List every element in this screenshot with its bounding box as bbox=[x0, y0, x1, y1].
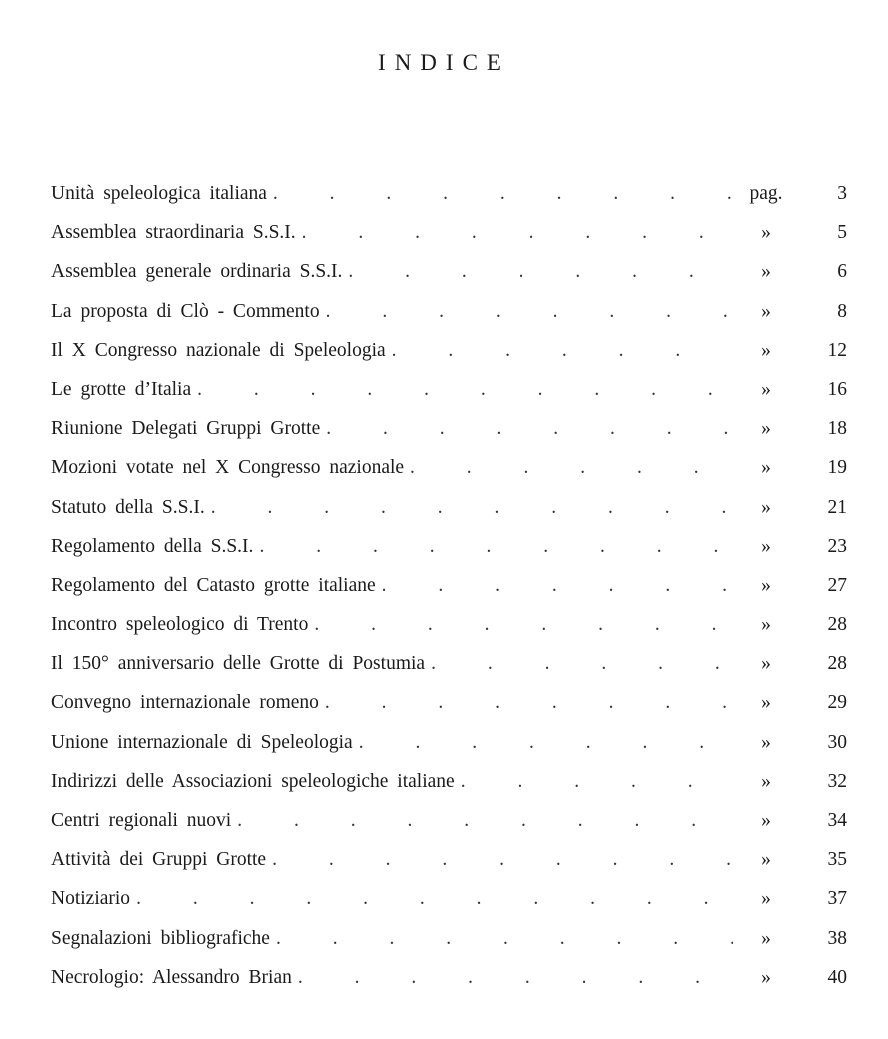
toc-entry-marker: » bbox=[761, 574, 771, 596]
toc-entry-title: Convegno internazionale romeno bbox=[51, 692, 319, 714]
toc-entry bbox=[51, 454, 847, 493]
toc-entry bbox=[51, 180, 847, 219]
toc-entry-marker: » bbox=[761, 849, 771, 871]
dot-leader bbox=[276, 925, 733, 953]
toc-entry-marker: » bbox=[761, 496, 771, 518]
toc-entry-title: Centri regionali nuovi bbox=[51, 810, 232, 831]
toc-entry-marker: » bbox=[761, 888, 771, 910]
toc-entry bbox=[51, 650, 847, 689]
toc-entry-page-number: 16 bbox=[827, 378, 847, 400]
dot-leader bbox=[259, 533, 733, 561]
dot-leader bbox=[325, 689, 733, 717]
toc-entry-title: Notiziario bbox=[51, 888, 131, 910]
toc-entry bbox=[51, 533, 847, 572]
toc-entry-page-number: 23 bbox=[827, 535, 847, 557]
toc-entry-title: Le grotte d’Italia bbox=[51, 378, 192, 400]
dot-leader bbox=[302, 219, 733, 247]
toc-entry-page-number: 38 bbox=[827, 927, 847, 949]
toc-entry bbox=[51, 258, 847, 297]
toc-entry-marker: » bbox=[761, 731, 771, 753]
dot-leader bbox=[298, 964, 733, 992]
toc-entry-title: Regolamento della S.S.I. bbox=[51, 535, 254, 557]
toc-entry-page-number: 5 bbox=[837, 222, 847, 244]
toc-entry-title: Segnalazioni bibliografiche bbox=[51, 927, 270, 949]
toc-entry-page-number: 32 bbox=[827, 770, 847, 792]
toc-entry bbox=[51, 964, 847, 1003]
toc-entry-marker: » bbox=[761, 692, 771, 714]
toc-entry-title: Incontro speleologico di Trento bbox=[51, 614, 309, 636]
toc-entry-marker: » bbox=[761, 418, 771, 440]
toc-entry-marker: » bbox=[761, 457, 771, 479]
dot-leader bbox=[382, 572, 733, 600]
toc-entry-page-number: 28 bbox=[827, 614, 847, 636]
toc-entry-marker: pag. bbox=[749, 183, 783, 204]
dot-leader bbox=[237, 807, 733, 835]
toc-entry-marker: » bbox=[761, 614, 771, 636]
dot-leader bbox=[273, 180, 733, 208]
toc-entry-page-number: 8 bbox=[837, 300, 847, 322]
toc-entry-page-number: 37 bbox=[827, 888, 847, 910]
table-of-contents bbox=[51, 180, 847, 1003]
toc-entry-marker: » bbox=[761, 222, 771, 244]
toc-entry bbox=[51, 885, 847, 924]
toc-entry bbox=[51, 298, 847, 337]
toc-entry-page-number: 30 bbox=[827, 731, 847, 753]
toc-entry-marker: » bbox=[761, 927, 771, 949]
toc-entry-marker: » bbox=[761, 261, 771, 283]
toc-entry-title: Unione internazionale di Speleologia bbox=[51, 731, 353, 753]
toc-entry-page-number: 19 bbox=[827, 457, 847, 479]
toc-entry-page-number: 18 bbox=[827, 418, 847, 440]
toc-entry-title: Indirizzi delle Associazioni speleologiche italiane bbox=[51, 770, 455, 792]
toc-entry-marker: » bbox=[761, 770, 771, 792]
toc-entry bbox=[51, 494, 847, 533]
index-heading: INDICE bbox=[378, 50, 510, 76]
toc-entry-marker: » bbox=[761, 653, 771, 675]
toc-entry-title: Statuto della S.S.I. bbox=[51, 496, 205, 518]
toc-entry-title: Il X Congresso nazionale di Speleologia bbox=[51, 339, 386, 361]
toc-entry-page-number: 21 bbox=[827, 496, 847, 518]
toc-entry-title: Assemblea generale ordinaria S.S.I. bbox=[51, 261, 343, 283]
dot-leader bbox=[461, 768, 733, 796]
dot-leader bbox=[136, 885, 733, 913]
toc-entry-marker: » bbox=[761, 300, 771, 322]
toc-entry bbox=[51, 807, 847, 846]
dot-leader bbox=[392, 337, 733, 365]
toc-entry-title: Il 150° anniversario delle Grotte di Postumia bbox=[51, 653, 426, 675]
toc-entry bbox=[51, 768, 847, 807]
toc-entry-title: Assemblea straordinaria S.S.I. bbox=[51, 222, 296, 244]
dot-leader bbox=[431, 650, 733, 678]
dot-leader bbox=[359, 729, 733, 757]
toc-entry-page-number: 27 bbox=[827, 574, 847, 596]
toc-entry-page-number: 28 bbox=[827, 653, 847, 675]
toc-entry bbox=[51, 729, 847, 768]
dot-leader bbox=[348, 258, 733, 286]
toc-entry-title: Riunione Delegati Gruppi Grotte bbox=[51, 418, 321, 440]
toc-entry-marker: » bbox=[761, 966, 771, 988]
toc-entry-title: Necrologio: Alessandro Brian bbox=[51, 966, 292, 988]
toc-entry-marker: » bbox=[761, 378, 771, 400]
toc-entry bbox=[51, 415, 847, 454]
toc-entry-page-number: 6 bbox=[837, 261, 847, 283]
toc-entry-page-number: 29 bbox=[827, 692, 847, 714]
toc-entry-page-number: 34 bbox=[827, 810, 847, 831]
dot-leader bbox=[211, 494, 733, 522]
toc-entry-marker: » bbox=[761, 535, 771, 557]
toc-entry-title: Regolamento del Catasto grotte italiane bbox=[51, 574, 376, 596]
toc-entry-page-number: 40 bbox=[827, 966, 847, 988]
dot-leader bbox=[314, 611, 733, 639]
toc-entry bbox=[51, 689, 847, 728]
toc-entry bbox=[51, 925, 847, 964]
dot-leader bbox=[410, 454, 733, 482]
toc-entry bbox=[51, 846, 847, 885]
toc-entry-title: Mozioni votate nel X Congresso nazionale bbox=[51, 457, 405, 479]
toc-entry-title: Attività dei Gruppi Grotte bbox=[51, 849, 267, 871]
toc-entry bbox=[51, 611, 847, 650]
toc-entry-title: La proposta di Clò - Commento bbox=[51, 300, 320, 322]
dot-leader bbox=[326, 298, 733, 326]
toc-entry-page-number: 12 bbox=[827, 339, 847, 361]
toc-entry bbox=[51, 376, 847, 415]
toc-entry-title: Unità speleologica italiana bbox=[51, 183, 267, 204]
dot-leader bbox=[326, 415, 733, 443]
toc-entry bbox=[51, 337, 847, 376]
toc-entry bbox=[51, 219, 847, 258]
toc-entry-marker: » bbox=[761, 339, 771, 361]
toc-entry-page-number: 3 bbox=[837, 183, 847, 204]
dot-leader bbox=[197, 376, 733, 404]
dot-leader bbox=[272, 846, 733, 874]
toc-entry-page-number: 35 bbox=[827, 849, 847, 871]
toc-entry bbox=[51, 572, 847, 611]
toc-entry-marker: » bbox=[761, 810, 771, 831]
